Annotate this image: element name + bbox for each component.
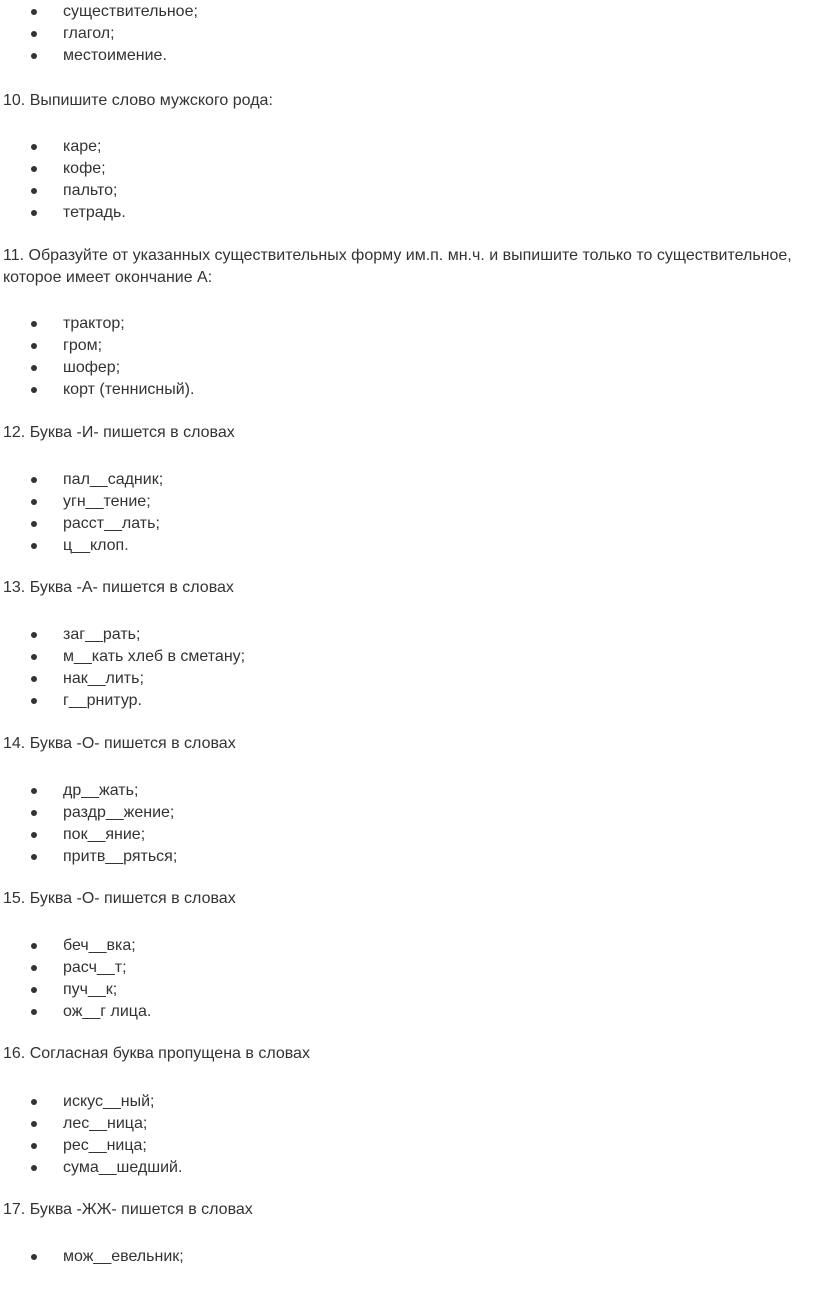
list-item: каре; <box>63 138 102 155</box>
question-17: 17. Буква -ЖЖ- пишется в словах <box>3 1201 253 1218</box>
bullet <box>31 166 37 172</box>
list-item: м__кать хлеб в сметану; <box>63 648 246 665</box>
question-13: 13. Буква -А- пишется в словах <box>3 579 234 596</box>
bullet <box>31 321 37 327</box>
bullet <box>31 521 37 527</box>
bullet <box>31 1254 37 1260</box>
question-16: 16. Согласная буква пропущена в словах <box>3 1045 310 1062</box>
list-item: расст__лать; <box>63 515 160 532</box>
bullet <box>31 53 37 59</box>
bullet <box>31 188 37 194</box>
list-item: местоимение. <box>63 47 167 64</box>
bullet <box>31 9 37 15</box>
list-item: пал__садник; <box>63 471 164 488</box>
list-item: трактор; <box>63 315 125 332</box>
bullet <box>31 1143 37 1149</box>
bullet <box>31 1165 37 1171</box>
list-item: ц__клоп. <box>63 537 129 554</box>
bullet <box>31 144 37 150</box>
list-item: гром; <box>63 337 103 354</box>
list-item: заг__рать; <box>63 626 141 643</box>
bullet <box>31 832 37 838</box>
bullet <box>31 365 37 371</box>
bullet <box>31 1099 37 1105</box>
bullet <box>31 632 37 638</box>
question-10: 10. Выпишите слово мужского рода: <box>3 92 273 109</box>
list-item: лес__ница; <box>63 1115 148 1132</box>
bullet <box>31 676 37 682</box>
list-item: искус__ный; <box>63 1093 155 1110</box>
list-item: рес__ница; <box>63 1137 147 1154</box>
question-12: 12. Буква -И- пишется в словах <box>3 424 235 441</box>
list-item: глагол; <box>63 25 115 42</box>
bullet <box>31 698 37 704</box>
bullet <box>31 810 37 816</box>
question-14: 14. Буква -О- пишется в словах <box>3 735 236 752</box>
list-item: мож__евельник; <box>63 1248 184 1265</box>
list-item: шофер; <box>63 359 121 376</box>
bullet <box>31 987 37 993</box>
bullet <box>31 1121 37 1127</box>
list-item: угн__тение; <box>63 493 151 510</box>
list-item: пок__яние; <box>63 826 146 843</box>
bullet <box>31 210 37 216</box>
list-item: беч__вка; <box>63 937 136 954</box>
list-item: нак__лить; <box>63 670 144 687</box>
bullet <box>31 788 37 794</box>
list-item: кофе; <box>63 160 106 177</box>
bullet <box>31 477 37 483</box>
bullet <box>31 343 37 349</box>
bullet <box>31 943 37 949</box>
bullet <box>31 387 37 393</box>
question-15: 15. Буква -О- пишется в словах <box>3 890 236 907</box>
bullet <box>31 654 37 660</box>
list-item: пуч__к; <box>63 981 118 998</box>
question-11: 11. Образуйте от указанных существительных форму им.п. мн.ч. и выпишите только то существительное, которое имеет окончание А: <box>3 247 792 286</box>
bullet <box>31 1009 37 1015</box>
list-item: раздр__жение; <box>63 804 175 821</box>
list-item: сума__шедший. <box>63 1159 183 1176</box>
bullet <box>31 31 37 37</box>
list-item: притв__ряться; <box>63 848 178 865</box>
bullet <box>31 854 37 860</box>
list-item: г__рнитур. <box>63 692 142 709</box>
list-item: тетрадь. <box>63 204 126 221</box>
list-item: пальто; <box>63 182 118 199</box>
list-item: расч__т; <box>63 959 127 976</box>
bullet <box>31 499 37 505</box>
bullet <box>31 965 37 971</box>
list-item: др__жать; <box>63 782 139 799</box>
list-item: корт (теннисный). <box>63 381 195 398</box>
bullet <box>31 543 37 549</box>
list-item: существительное; <box>63 3 198 20</box>
list-item: ож__г лица. <box>63 1003 152 1020</box>
